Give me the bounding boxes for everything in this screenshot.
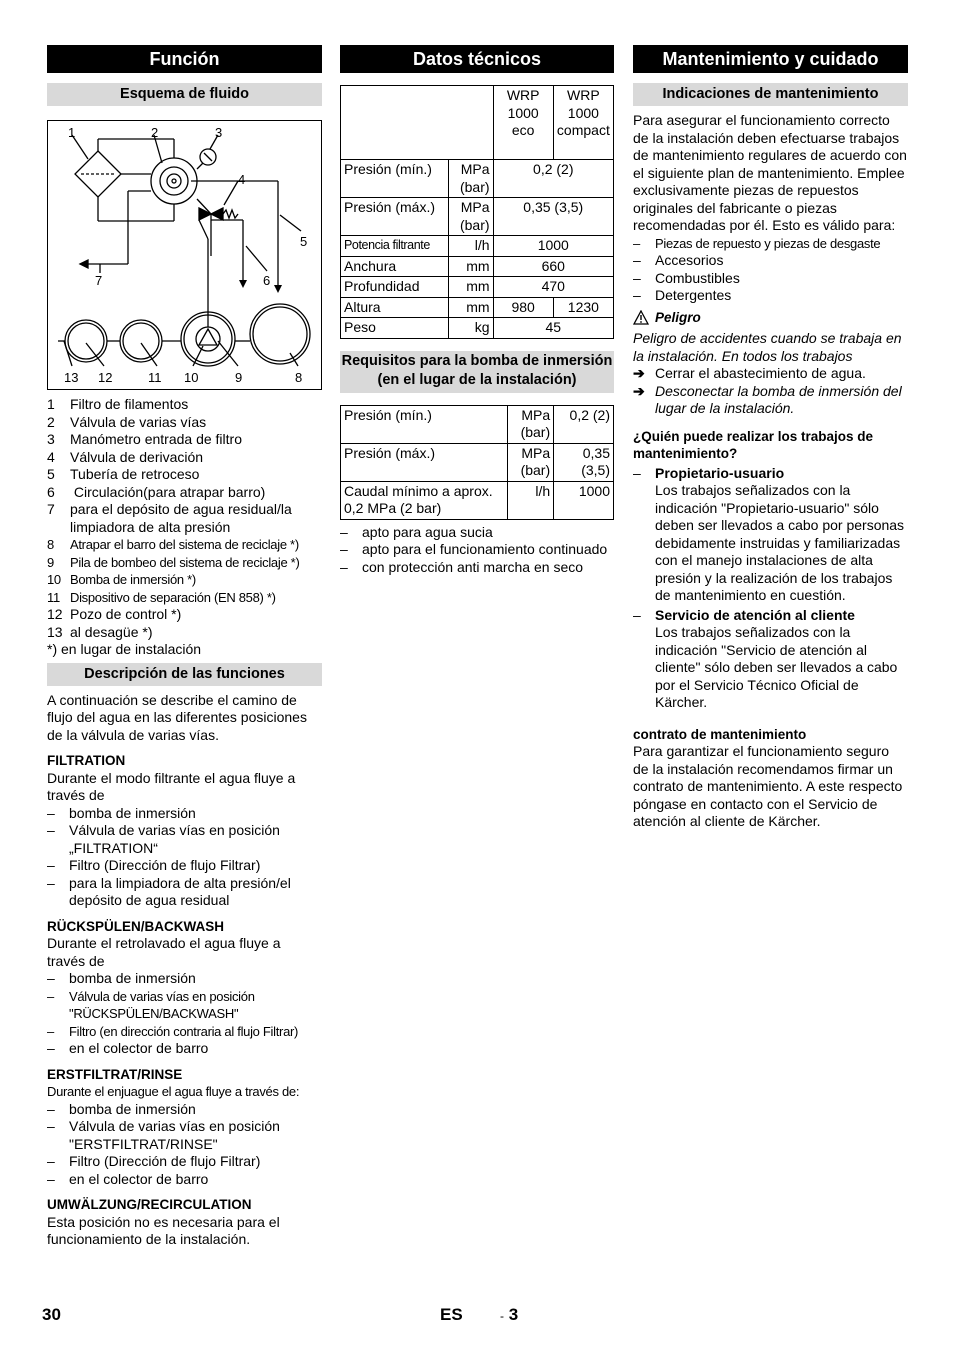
legend-item: 12 Pozo de control *) — [47, 606, 182, 622]
list-item: – en el colector de barro — [47, 1040, 209, 1056]
table-row: Profundidad mm 470 — [341, 277, 614, 298]
functions-description-heading: Descripción de las funciones — [47, 663, 322, 686]
table-row: Altura mm 980 1230 — [341, 297, 614, 318]
action-item: ➔ Cerrar el abastecimiento de agua. — [633, 365, 866, 381]
legend-item: 5 Tubería de retroceso — [47, 466, 200, 482]
legend-note: *) en lugar de instalación — [47, 641, 202, 657]
technical-data-table — [340, 85, 614, 339]
maintenance-intro: Para asegurar el funcionamiento correcto de la instalación deben efectuarse trabajos de mantenimiento regulares de acuerdo con el siguiente plan de mantenimiento. Emplee exclusivamente piezas de repuestos originales del fabricante o piezas recomendadas por él. Esto es válido para: — [633, 112, 907, 233]
list-item: – Combustibles — [633, 269, 740, 286]
legend-item: 6 Circulación(para atrapar barro) — [47, 483, 266, 500]
fluid-schema-heading: Esquema de fluido — [47, 83, 322, 106]
fluid-diagram-svg — [48, 121, 321, 389]
list-item: – en el colector de barro — [47, 1170, 209, 1187]
pump-requirements-table — [340, 405, 614, 520]
danger-notice — [633, 309, 908, 327]
who-heading: ¿Quién puede realizar los trabajos de mantenimiento? — [633, 428, 874, 461]
list-item: – Válvula de varias vías en posición "ERSTFILTRAT/RINSE" — [47, 1118, 280, 1152]
legend-item: 10 Bomba de inmersión *) — [47, 572, 196, 587]
maintenance-heading: Mantenimiento y cuidado — [633, 45, 908, 73]
recirculation-heading: UMWÄLZUNG/RECIRCULATION — [47, 1197, 252, 1212]
table-row: Anchura mm 660 — [341, 256, 614, 277]
list-item: – Accesorios — [633, 252, 724, 268]
warning-triangle-icon — [633, 310, 649, 325]
diagram-label-3: 3 — [215, 125, 223, 140]
model-eco: WRP 1000 eco — [493, 86, 553, 160]
diagram-label-13: 13 — [64, 370, 79, 385]
pump-10 — [196, 327, 220, 351]
rinse-intro: Durante el enjuague el agua fluye a través de: — [47, 1084, 300, 1099]
list-item: – bomba de inmersión — [47, 804, 196, 821]
legend-item: 11 Dispositivo de separación (EN 858) *) — [47, 589, 276, 605]
technical-data-column — [340, 45, 614, 576]
rinse-heading: ERSTFILTRAT/RINSE — [47, 1066, 183, 1082]
table-row: Presión (máx.) MPa (bar) 0,35 (3,5) — [341, 443, 614, 481]
table-header-row — [341, 86, 614, 160]
tank-11 — [120, 320, 162, 362]
model-compact: WRP 1000 compact — [553, 86, 613, 160]
technical-data-heading: Datos técnicos — [340, 45, 614, 73]
filtration-intro: Durante el modo filtrante el agua fluye a través de — [47, 769, 296, 803]
table-row: Potencia filtrante l/h 1000 — [341, 236, 614, 257]
list-item: – bomba de inmersión — [47, 1100, 196, 1117]
table-row: Caudal mínimo a aprox. 0,2 MPa (2 bar) l/h 1000 — [341, 481, 614, 519]
language-code: ES — [440, 1305, 463, 1324]
maintenance-column — [633, 45, 908, 831]
backwash-heading: RÜCKSPÜLEN/BACKWASH — [47, 918, 225, 934]
section-page-number: - 3 — [500, 1305, 519, 1324]
diagram-label-9: 9 — [235, 370, 243, 385]
service-text: Los trabajos señalizados con la indicación "Servicio de atención al cliente" sólo deben ser llevados a cabo por el Servicio Técnico Oficial de Kärcher. — [655, 624, 898, 710]
table-row: Peso kg 45 — [341, 318, 614, 339]
recirculation-intro: Esta posición no es necesaria para el funcionamiento de la instalación. — [47, 1213, 280, 1247]
diagram-label-11: 11 — [148, 370, 162, 385]
diagram-label-4: 4 — [238, 172, 246, 187]
contract-text: Para garantizar el funcionamiento seguro de la instalación recomendamos firmar un contrato de mantenimiento. A este respecto póngase en contacto con el Servicio de atención al cliente de Kärcher. — [633, 743, 903, 829]
tank-8 — [250, 304, 310, 364]
list-item: – Válvula de varias vías en posición "RÜCKSPÜLEN/BACKWASH" — [47, 988, 255, 1021]
list-item: – Filtro (en dirección contraria al flujo Filtrar) — [47, 1023, 299, 1039]
filtration-heading: FILTRATION — [47, 753, 126, 768]
diagram-label-8: 8 — [295, 370, 303, 385]
danger-label: Peligro — [655, 309, 701, 325]
diagram-label-10: 10 — [184, 370, 199, 385]
list-item: – Válvula de varias vías en posición „FILTRATION“ — [47, 822, 280, 856]
legend-item: 2 Válvula de varias vías — [47, 413, 207, 430]
list-item: – bomba de inmersión — [47, 970, 196, 986]
maintenance-notes-heading: Indicaciones de mantenimiento — [633, 83, 908, 106]
legend-item: 7 para el depósito de agua residual/la limpiadora de alta presión — [47, 501, 292, 535]
list-item: – Piezas de repuesto y piezas de desgaste — [633, 235, 881, 251]
backwash-intro: Durante el retrolavado el agua fluye a través de — [47, 935, 281, 969]
diagram-legend — [47, 396, 322, 659]
functions-intro: A continuación se describe el camino de flujo del agua en las diferentes posiciones de la válvula de varias vías. — [47, 691, 307, 743]
list-item: – apto para agua sucia — [340, 523, 493, 540]
list-item: – para la limpiadora de alta presión/el depósito de agua residual — [47, 874, 291, 908]
list-item: – Detergentes — [633, 287, 732, 303]
table-row: Presión (mín.) MPa (bar) 0,2 (2) — [341, 405, 614, 443]
legend-item: 4 Válvula de derivación — [47, 448, 204, 465]
legend-item: 3 Manómetro entrada de filtro — [47, 431, 242, 447]
valve-shape — [151, 158, 197, 204]
service-heading: – Servicio de atención al cliente — [633, 606, 855, 623]
diagram-label-7: 7 — [95, 273, 103, 288]
diagram-label-6: 6 — [263, 273, 271, 288]
legend-item: 13 al desagüe *) — [47, 623, 153, 640]
action-item: ➔ Desconectar la bomba de inmersión del lugar de la instalación. — [633, 382, 902, 416]
diagram-label-2: 2 — [151, 125, 159, 140]
legend-item: 9 Pila de bombeo del sistema de reciclaje *) — [47, 554, 300, 570]
arrow-right-icon: ➔ — [633, 382, 645, 399]
owner-text: Los trabajos señalizados con la indicación "Propietario-usuario" sólo deben ser llevados a cabo por personas debidamente instruidas y familiarizadas con el manejo instalaciones de alta presión y la realización de los trabajos de mantenimiento en cuestión. — [655, 482, 905, 603]
list-item: – con protección anti marcha en seco — [340, 558, 584, 575]
owner-heading: – Propietario-usuario — [633, 464, 785, 481]
legend-item: 8 Atrapar el barro del sistema de reciclaje *) — [47, 537, 299, 552]
arrow-right-icon: ➔ — [633, 365, 645, 381]
legend-item: 1 Filtro de filamentos — [47, 396, 189, 412]
contract-heading: contrato de mantenimiento — [633, 726, 807, 742]
danger-text: Peligro de accidentes cuando se trabaja en la instalación. En todos los trabajos — [633, 330, 902, 364]
table-row: Presión (máx.) MPa (bar) 0,35 (3,5) — [341, 198, 614, 236]
pump-requirements-heading: Requisitos para la bomba de inmersión (en el lugar de la instalación) — [340, 351, 614, 393]
function-column — [47, 45, 322, 1249]
table-row: Presión (mín.) MPa (bar) 0,2 (2) — [341, 160, 614, 198]
fluid-diagram — [47, 120, 322, 390]
tank-12 — [65, 320, 107, 362]
diagram-label-1: 1 — [68, 125, 76, 140]
diagram-label-12: 12 — [98, 370, 113, 385]
list-item: – apto para el funcionamiento continuado — [340, 541, 608, 557]
diagram-label-5: 5 — [300, 234, 308, 249]
function-heading: Función — [47, 45, 322, 73]
list-item: – Filtro (Dirección de flujo Filtrar) — [47, 1153, 261, 1169]
list-item: – Filtro (Dirección de flujo Filtrar) — [47, 857, 261, 873]
page-number: 30 — [42, 1305, 61, 1324]
